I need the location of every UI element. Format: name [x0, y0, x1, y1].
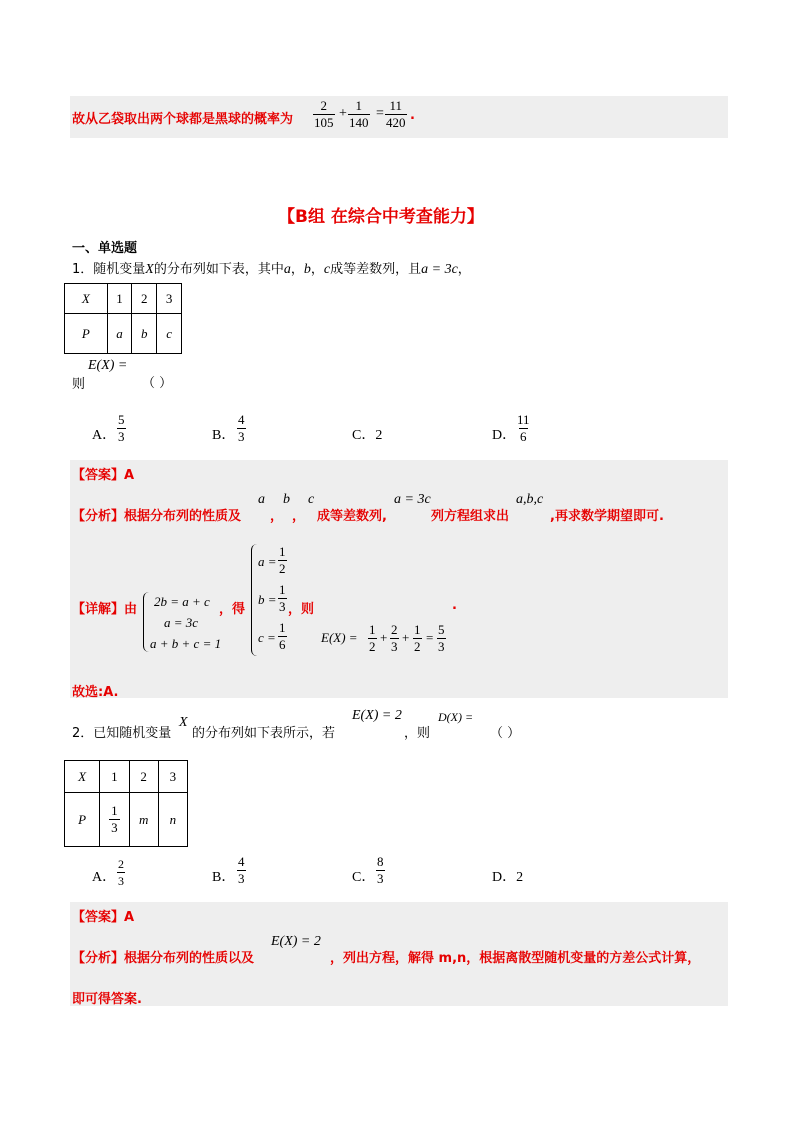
table-cell: m — [129, 793, 158, 847]
table-cell: 1 — [100, 761, 129, 793]
q1-sol-b: b = — [258, 592, 277, 607]
q1-an-cond: a = 3c — [394, 492, 431, 507]
q1-detail-a: 【详解】由 — [72, 602, 138, 617]
table-cell: 2 — [129, 761, 158, 793]
q1-analysis-a: 【分析】根据分布列的性质及 — [72, 509, 242, 524]
section-heading: 一、单选题 — [72, 241, 138, 256]
table-cell: c — [157, 314, 182, 354]
q1-sol-c: c = — [258, 630, 276, 645]
option-frac: $\frac{4}{3}$ — [238, 412, 245, 444]
q1-detail-b: ，得 — [219, 602, 246, 617]
table-cell: n — [158, 793, 187, 847]
option-label: C．2 — [352, 428, 383, 443]
q2-distribution-table — [64, 760, 188, 847]
q2-cond: E(X) = 2 — [352, 708, 402, 723]
q1-ask: E(X) = — [88, 358, 128, 373]
q1-ex-equals: = — [426, 630, 434, 645]
option-label: C． — [352, 870, 376, 885]
top-period: . — [410, 108, 415, 123]
q1-ex-frac-2: $\frac{2}{3}$ — [391, 622, 398, 654]
table-cell: X — [65, 284, 108, 314]
q1-sys-eq2: a = 3c — [164, 615, 199, 630]
option-label: B． — [212, 870, 236, 885]
table-cell: a — [107, 314, 132, 354]
q1-an-c: c — [308, 492, 315, 507]
q1-ex-frac-4: $\frac{5}{3}$ — [438, 622, 445, 654]
table-cell: 1 — [107, 284, 132, 314]
q1-ex-lhs: E(X) = — [321, 630, 358, 645]
q1-sys-eq1: 2b = a + c — [154, 594, 210, 609]
q1-analysis-d: ,再求数学期望即可. — [550, 509, 664, 524]
table-cell: P — [65, 314, 108, 354]
option-frac: $\frac{5}{3}$ — [118, 412, 125, 444]
table-cell: 2 — [132, 284, 157, 314]
top-plus: + — [339, 106, 347, 121]
q1-system-brace — [143, 592, 150, 652]
q1-ex-plus-1: + — [380, 630, 388, 645]
q2-stem-a: 2．已知随机变量 — [72, 726, 172, 741]
q2-analysis-c: 即可得答案. — [72, 992, 142, 1007]
q2-analysis-a: 【分析】根据分布列的性质以及 — [72, 951, 255, 966]
top-frac-3: $\frac{11}{420}$ — [386, 98, 406, 130]
section-title: 【B组 在综合中考查能力】 — [278, 207, 484, 227]
q1-solution-brace — [251, 544, 258, 656]
q1-stem: 1．随机变量X的分布列如下表，其中a，b，c成等差数列，且a = 3c， — [72, 262, 471, 277]
option-frac: $\frac{4}{3}$ — [238, 854, 245, 886]
q1-paren: （ ） — [142, 376, 173, 391]
q1-answer: 【答案】A — [72, 468, 135, 483]
q1-distribution-table — [64, 283, 182, 354]
q1-ex-frac-3: $\frac{1}{2}$ — [414, 622, 421, 654]
q2-answer: 【答案】A — [72, 910, 135, 925]
table-cell: 3 — [158, 761, 187, 793]
q2-var-x: X — [179, 715, 188, 730]
q2-analysis-cond: E(X) = 2 — [271, 934, 321, 949]
q2-stem-c: ，则 — [404, 726, 431, 741]
q2-ask: D(X) = — [438, 710, 474, 724]
option-label: A． — [92, 428, 117, 443]
q1-ex-frac-1: $\frac{1}{2}$ — [369, 622, 376, 654]
q1-ex-plus-2: + — [402, 630, 410, 645]
q1-an-comma2: ， — [292, 509, 306, 524]
q1-an-comma1: ， — [270, 509, 284, 524]
table-cell: $\frac{1}{3}$ — [100, 793, 129, 847]
q1-conclusion: 故选:A. — [72, 685, 119, 700]
q2-paren: （ ） — [490, 726, 521, 741]
table-cell: 3 — [157, 284, 182, 314]
q1-analysis-c: 列方程组求出 — [431, 509, 510, 524]
table-cell: b — [132, 314, 157, 354]
option-frac: $\frac{11}{6}$ — [517, 412, 530, 444]
option-label: D． — [492, 428, 517, 443]
q1-an-b: b — [283, 492, 290, 507]
top-frac-2: $\frac{1}{140}$ — [349, 98, 369, 130]
top-equals: = — [376, 106, 384, 121]
q1-sol-a: a = — [258, 554, 277, 569]
q1-detail-period: . — [452, 598, 457, 613]
q1-sys-eq3: a + b + c = 1 — [150, 636, 222, 651]
q1-sol-c-frac: $\frac{1}{6}$ — [279, 620, 286, 652]
q1-sol-b-frac: $\frac{1}{3}$ — [279, 582, 286, 614]
option-frac: $\frac{2}{3}$ — [118, 857, 124, 888]
q1-an-abc: a,b,c — [516, 492, 544, 507]
option-label: B． — [212, 428, 236, 443]
q2-stem-b: 的分布列如下表所示，若 — [192, 726, 336, 741]
top-frac-1: $\frac{2}{105}$ — [314, 98, 334, 130]
q1-detail-c: ，则 — [288, 602, 315, 617]
table-cell: X — [65, 761, 100, 793]
q1-an-a: a — [258, 492, 265, 507]
option-label: D．2 — [492, 870, 524, 885]
q1-then: 则 — [72, 377, 86, 392]
table-cell: P — [65, 793, 100, 847]
option-label: A． — [92, 870, 117, 885]
top-solution-text: 故从乙袋取出两个球都是黑球的概率为 — [72, 112, 294, 127]
q1-analysis-b: 成等差数列, — [317, 509, 387, 524]
q2-analysis-b: ，列出方程，解得 m,n，根据离散型随机变量的方差公式计算， — [330, 951, 701, 966]
option-frac: $\frac{8}{3}$ — [377, 854, 384, 886]
q1-sol-a-frac: $\frac{1}{2}$ — [279, 544, 286, 576]
